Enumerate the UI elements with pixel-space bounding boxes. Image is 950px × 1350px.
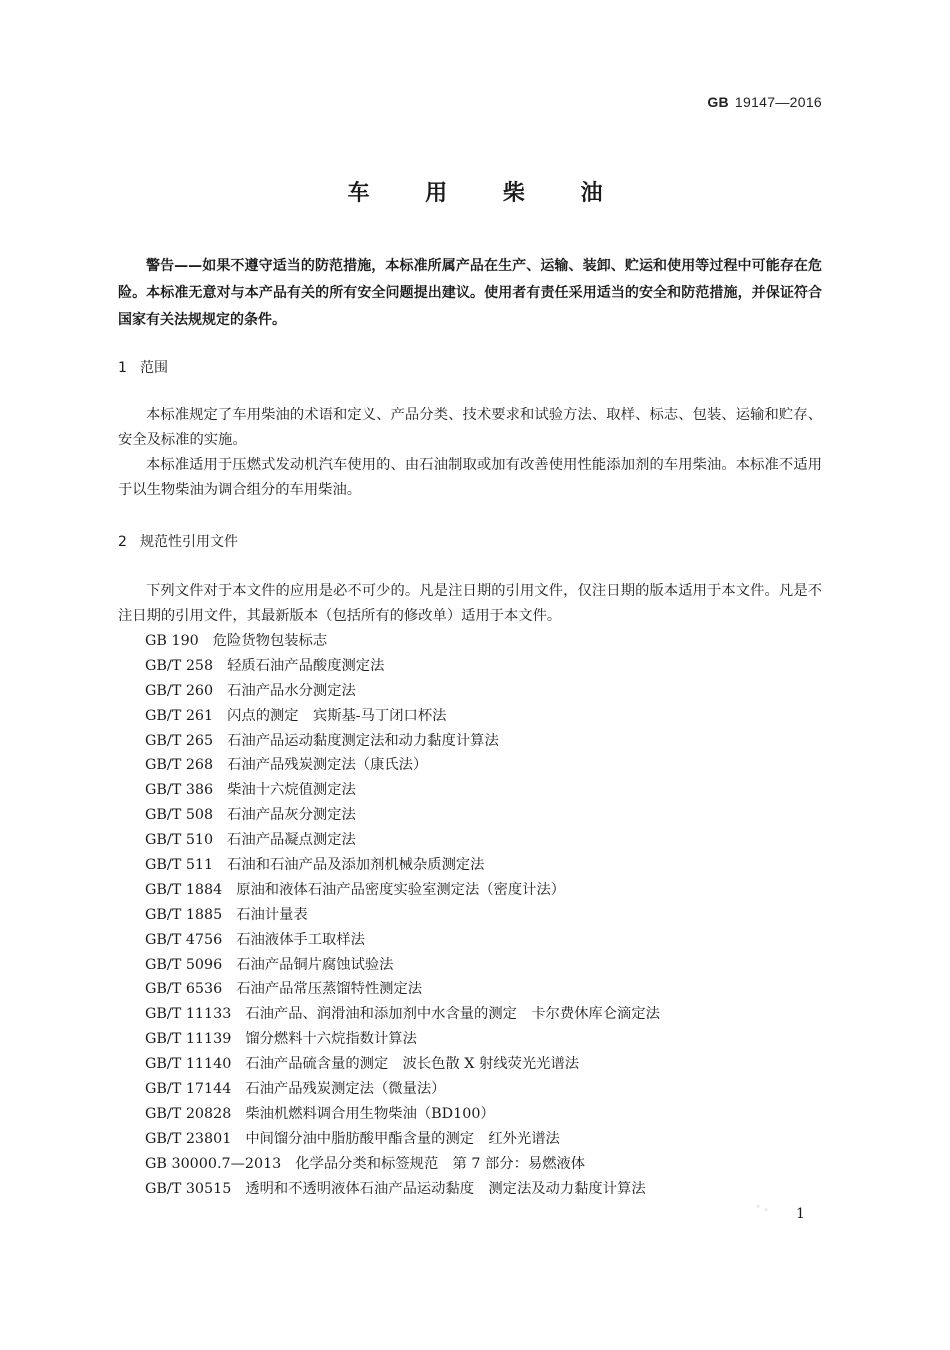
warning-paragraph: 警告——如果不遵守适当的防范措施，本标准所属产品在生产、运输、装卸、贮运和使用等过程中可能存在危险。本标准无意对与本产品有关的所有安全问题提出建议。使用者有责任采用适当的安全和防范措施，并保证符合国家有关法规规定的条件。 [118, 258, 822, 328]
scope-paragraph-2: 本标准适用于压燃式发动机汽车使用的、由石油制取或加有改善使用性能添加剂的车用柴油。本标准不适用于以生物柴油为调合组分的车用柴油。 [118, 457, 822, 498]
reference-code: GB/T 11139 [145, 1031, 232, 1048]
reference-code: GB/T 11133 [145, 1006, 232, 1023]
reference-title: 化学品分类和标签规范 第 7 部分：易燃液体 [295, 1155, 586, 1172]
reference-item [145, 654, 660, 679]
reference-code: GB/T 23801 [145, 1130, 232, 1147]
reference-title: 原油和液体石油产品密度实验室测定法（密度计法） [236, 881, 566, 898]
reference-code: GB/T 508 [145, 807, 214, 824]
document-title: 车 用 柴 油 [347, 181, 627, 206]
standard-code [707, 94, 822, 110]
reference-title: 馏分燃料十六烷指数计算法 [245, 1031, 417, 1048]
reference-code: GB/T 4756 [145, 931, 223, 948]
reference-code: GB/T 511 [145, 857, 214, 874]
reference-item [145, 629, 660, 654]
reference-item [145, 953, 660, 978]
reference-code: GB/T 510 [145, 832, 214, 849]
reference-item [145, 803, 660, 828]
reference-item [145, 853, 660, 878]
section-1-heading [118, 357, 168, 377]
reference-title: 石油产品运动黏度测定法和动力黏度计算法 [227, 732, 499, 749]
reference-title: 中间馏分油中脂肪酸甲酯含量的测定 红外光谱法 [245, 1130, 560, 1147]
reference-title: 石油产品硫含量的测定 波长色散 X 射线荧光光谱法 [245, 1056, 580, 1073]
reference-code: GB/T 261 [145, 707, 214, 724]
reference-item [145, 679, 660, 704]
reference-title: 轻质石油产品酸度测定法 [227, 657, 385, 674]
reference-code: GB/T 17144 [145, 1081, 232, 1098]
reference-item [145, 878, 660, 903]
reference-code: GB/T 1884 [145, 881, 223, 898]
reference-code: GB/T 6536 [145, 981, 223, 998]
reference-title: 石油产品残炭测定法（微量法） [245, 1081, 446, 1098]
reference-title: 石油产品水分测定法 [227, 682, 356, 699]
section-1-title: 范围 [140, 360, 168, 376]
reference-title: 石油产品灰分测定法 [227, 807, 356, 824]
reference-item [145, 1102, 660, 1127]
reference-item [145, 753, 660, 778]
reference-code: GB/T 20828 [145, 1105, 232, 1122]
reference-title: 闪点的测定 宾斯基-马丁闭口杯法 [227, 707, 447, 724]
reference-code: GB/T 30515 [145, 1180, 232, 1197]
reference-item [145, 1027, 660, 1052]
page-number: 1 [796, 1206, 805, 1222]
scope-paragraph-1: 本标准规定了车用柴油的术语和定义、产品分类、技术要求和试验方法、取样、标志、包装、运输和贮存、安全及标准的实施。 [118, 407, 822, 448]
reference-code: GB/T 258 [145, 657, 214, 674]
section-2-number: 2 [118, 534, 127, 550]
reference-title: 石油产品凝点测定法 [227, 832, 356, 849]
reference-title: 柴油十六烷值测定法 [227, 782, 356, 799]
reference-title: 透明和不透明液体石油产品运动黏度 测定法及动力黏度计算法 [245, 1180, 646, 1197]
section-1-number: 1 [118, 360, 127, 376]
reference-title: 石油产品、润滑油和添加剂中水含量的测定 卡尔费休库仑滴定法 [245, 1006, 660, 1023]
reference-code: GB 190 [145, 633, 199, 649]
reference-code: GB/T 265 [145, 732, 214, 749]
reference-code: GB/T 11140 [145, 1056, 232, 1073]
reference-item [145, 1127, 660, 1152]
reference-item [145, 903, 660, 928]
reference-item [145, 1077, 660, 1102]
reference-title: 危险货物包装标志 [212, 633, 328, 649]
section-2-heading [118, 531, 238, 551]
standard-prefix: GB [707, 94, 729, 110]
reference-item [145, 977, 660, 1002]
reference-item [145, 704, 660, 729]
standard-number: 19147—2016 [734, 94, 822, 110]
reference-item [145, 1052, 660, 1077]
reference-code: GB 30000.7—2013 [145, 1155, 282, 1172]
reference-title: 石油产品残炭测定法（康氏法） [227, 757, 428, 774]
reference-item [145, 1002, 660, 1027]
reference-item [145, 778, 660, 803]
section-2-title: 规范性引用文件 [140, 534, 238, 550]
reference-code: GB/T 386 [145, 782, 214, 799]
reference-item [145, 1152, 660, 1177]
reference-code: GB/T 268 [145, 757, 214, 774]
reference-title: 石油产品常压蒸馏特性测定法 [236, 981, 423, 998]
reference-code: GB/T 1885 [145, 906, 223, 923]
reference-title: 柴油机燃料调合用生物柴油（BD100） [245, 1105, 495, 1122]
reference-item [145, 928, 660, 953]
reference-list [145, 629, 660, 1201]
reference-code: GB/T 260 [145, 682, 214, 699]
reference-title: 石油和石油产品及添加剂机械杂质测定法 [227, 857, 485, 874]
reference-title: 石油产品铜片腐蚀试验法 [236, 956, 394, 973]
reference-item [145, 729, 660, 754]
scan-artifact [752, 1200, 772, 1216]
references-intro: 下列文件对于本文件的应用是必不可少的。凡是注日期的引用文件，仅注日期的版本适用于本文件。凡是不注日期的引用文件，其最新版本（包括所有的修改单）适用于本文件。 [118, 583, 822, 624]
reference-code: GB/T 5096 [145, 956, 223, 973]
reference-title: 石油液体手工取样法 [236, 931, 365, 948]
reference-item [145, 1177, 660, 1202]
reference-title: 石油计量表 [236, 906, 308, 923]
reference-item [145, 828, 660, 853]
